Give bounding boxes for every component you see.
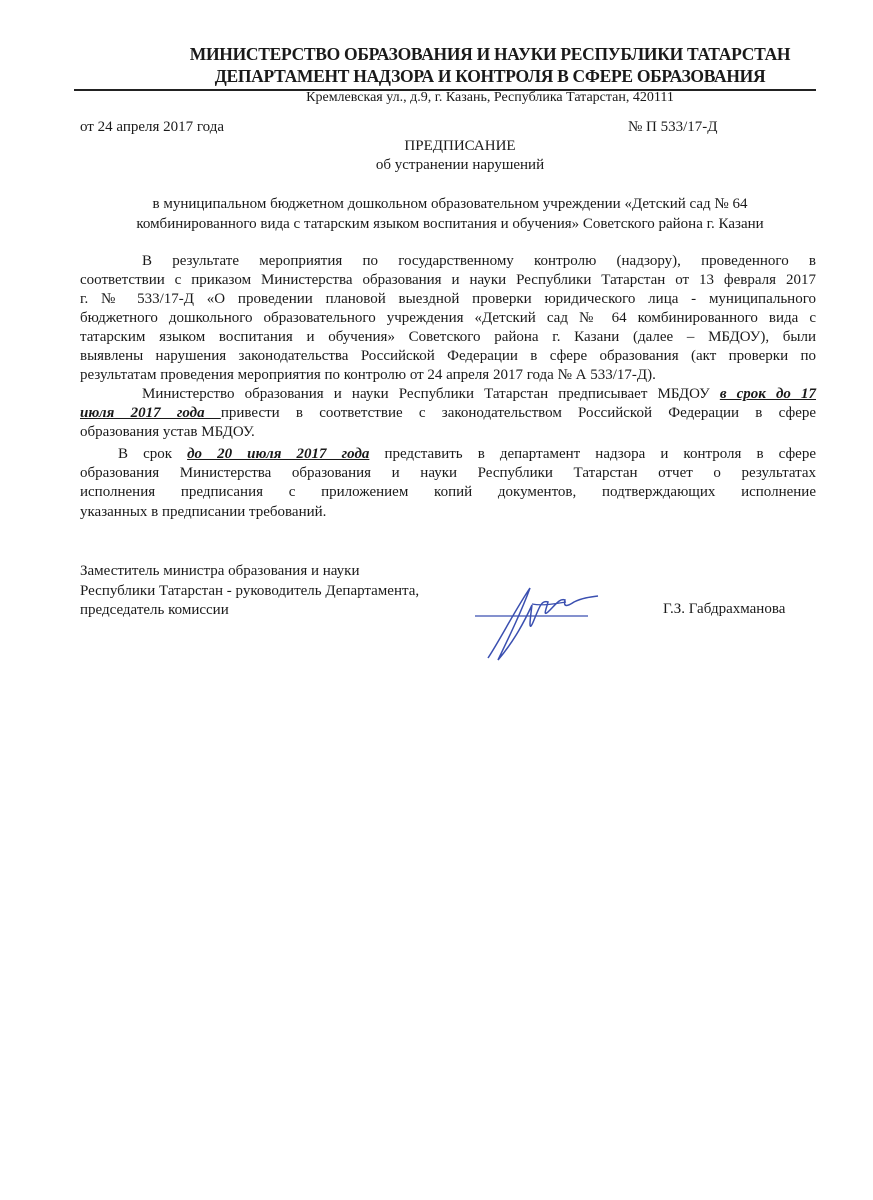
signatory-title: Заместитель министра образования и науки — [80, 563, 360, 579]
signatory-title: Республики Татарстан - руководитель Департамента, — [80, 583, 420, 599]
text-line: результатам проведения мероприятия по контролю от 24 апреля 2017 года № А 533/17-Д). — [80, 367, 656, 383]
ministry-name: МИНИСТЕРСТВО ОБРАЗОВАНИЯ И НАУКИ РЕСПУБЛИКИ ТАТАРСТАН — [189, 44, 791, 64]
text-line: В результате мероприятия по государственному контролю (надзору), проведенного в — [142, 253, 816, 269]
document-number: № П 533/17-Д — [628, 119, 718, 135]
institution-line: в муниципальном бюджетном дошкольном образовательном учреждении «Детский сад № 64 — [152, 196, 748, 212]
text-line: образования устав МБДОУ. — [80, 424, 255, 440]
institution-line: комбинированного вида с татарским языком воспитания и обучения» Советского района г. Казани — [136, 216, 764, 232]
signatory-name: Г.З. Габдрахманова — [663, 601, 786, 617]
deadline-highlight: июля 2017 года — [80, 405, 221, 421]
text-line — [142, 385, 816, 404]
department-name: ДЕПАРТАМЕНТ НАДЗОРА И КОНТРОЛЯ В СФЕРЕ ОБРАЗОВАНИЯ — [214, 66, 766, 86]
text-line — [80, 404, 816, 423]
text-line — [118, 445, 816, 464]
address: Кремлевская ул., д.9, г. Казань, Республика Татарстан, 420111 — [306, 90, 674, 105]
text-line: соответствии с приказом Министерства образования и науки Республики Татарстан от 13 февраля 2017 — [80, 272, 816, 288]
deadline-highlight: до 20 июля 2017 года — [187, 446, 370, 462]
signatory-title: председатель комиссии — [80, 602, 229, 618]
document-date: от 24 апреля 2017 года — [80, 119, 225, 135]
text-line: выявлены нарушения законодательства Российской Федерации в сфере образования (акт проверки по — [80, 348, 816, 364]
text-span: В срок — [118, 446, 188, 462]
document-title: ПРЕДПИСАНИЕ — [404, 138, 516, 154]
text-line: образования Министерства образования и науки Республики Татарстан отчет о результатах — [80, 465, 816, 481]
text-span: привести в соответствие с законодательством Российской Федерации в сфере — [220, 405, 817, 421]
text-line: указанных в предписании требований. — [80, 504, 327, 520]
document-subtitle: об устранении нарушений — [375, 157, 545, 173]
text-line: исполнения предписания с приложением копий документов, подтверждающих исполнение — [80, 484, 816, 500]
deadline-highlight: в срок до 17 — [719, 386, 817, 402]
text-span: Министерство образования и науки Республики Татарстан предписывает МБДОУ — [142, 386, 720, 402]
text-line: г. № 533/17-Д «О проведении плановой выездной проверки юридического лица - муниципального — [80, 291, 816, 307]
text-line: татарским языком воспитания и обучения» Советского района г. Казани (далее – МБДОУ), были — [80, 329, 816, 345]
text-line: бюджетного дошкольного образовательного учреждения «Детский сад № 64 комбинированного вида с — [80, 310, 816, 326]
handwritten-signature — [470, 580, 610, 665]
text-span: представить в департамент надзора и контроля в сфере — [369, 446, 816, 462]
